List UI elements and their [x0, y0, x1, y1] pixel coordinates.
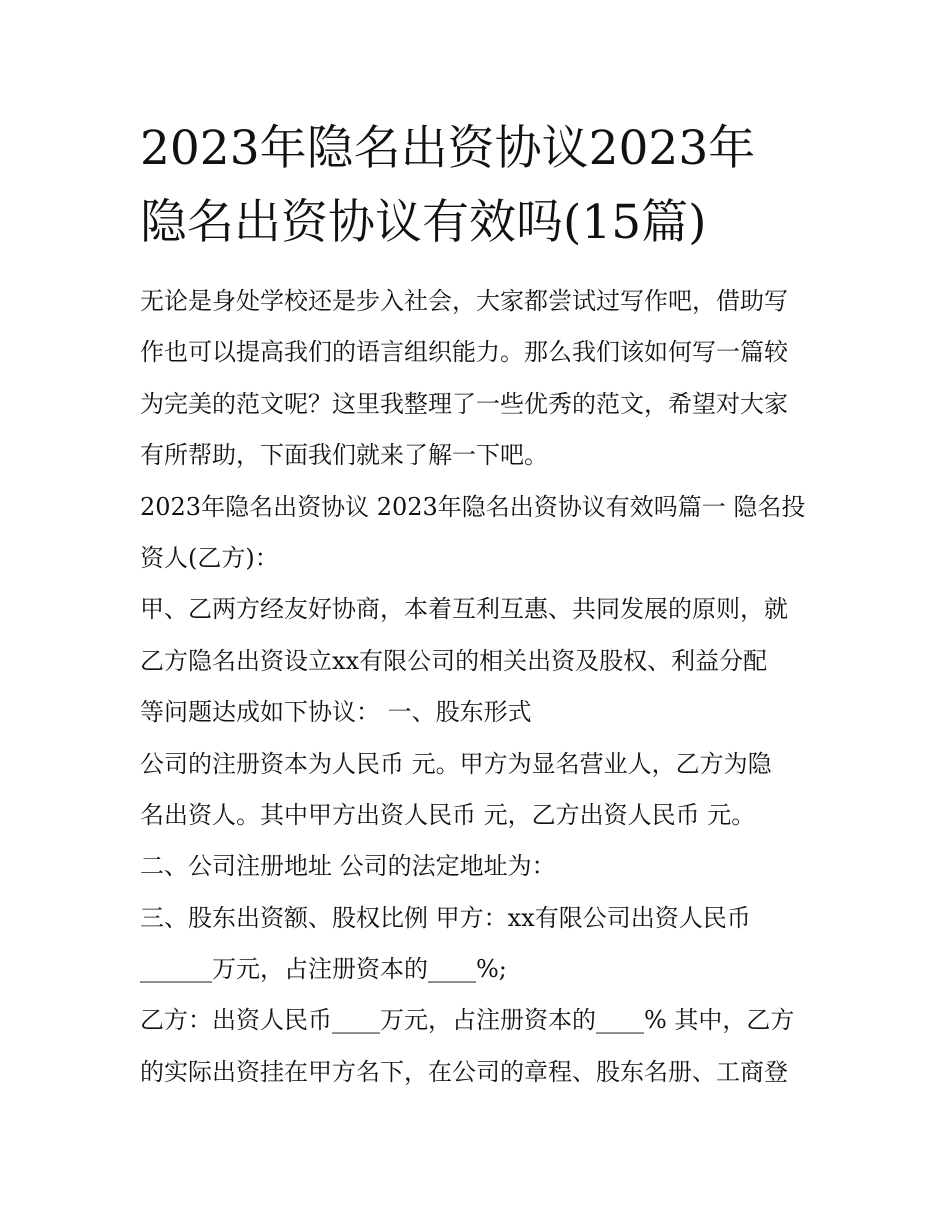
body-line: 乙方：出资人民币____万元，占注册资本的____% 其中，乙方 — [140, 1006, 795, 1035]
body-line: 无论是身处学校还是步入社会，大家都尝试过写作吧，借助写 — [140, 287, 788, 315]
body-line: 三、股东出资额、股权比例 甲方：xx有限公司出资人民币 — [140, 903, 751, 932]
body-line: 乙方隐名出资设立xx有限公司的相关出资及股权、利益分配 — [140, 646, 768, 675]
document-body — [140, 276, 820, 1098]
title-line: 2023年隐名出资协议2023年 — [140, 121, 756, 176]
body-line: 甲、乙两方经友好协商，本着互利互惠、共同发展的原则，就 — [140, 595, 788, 624]
body-line: 作也可以提高我们的语言组织能力。那么我们该如何写一篇较 — [140, 338, 788, 367]
body-line: 资人(乙方)： — [140, 543, 279, 572]
body-line: 的实际出资挂在甲方名下，在公司的章程、股东名册、工商登 — [140, 1057, 788, 1086]
body-line: 公司的注册资本为人民币 元。甲方为显名营业人，乙方为隐 — [140, 749, 772, 778]
body-line: 名出资人。其中甲方出资人民币 元，乙方出资人民币 元。 — [140, 800, 756, 829]
body-line: 为完美的范文呢？这里我整理了一些优秀的范文，希望对大家 — [140, 389, 788, 418]
body-line: 2023年隐名出资协议 2023年隐名出资协议有效吗篇一 隐名投 — [140, 492, 806, 521]
body-line: 等问题达成如下协议： 一、股东形式 — [140, 698, 532, 727]
body-line: 二、公司注册地址 公司的法定地址为： — [140, 852, 556, 881]
document-title — [140, 112, 820, 260]
title-line: 隐名出资协议有效吗(15篇) — [140, 195, 707, 250]
body-line: 有所帮助，下面我们就来了解一下吧。 — [140, 441, 548, 470]
body-line: ______万元，占注册资本的____%; — [140, 955, 507, 984]
